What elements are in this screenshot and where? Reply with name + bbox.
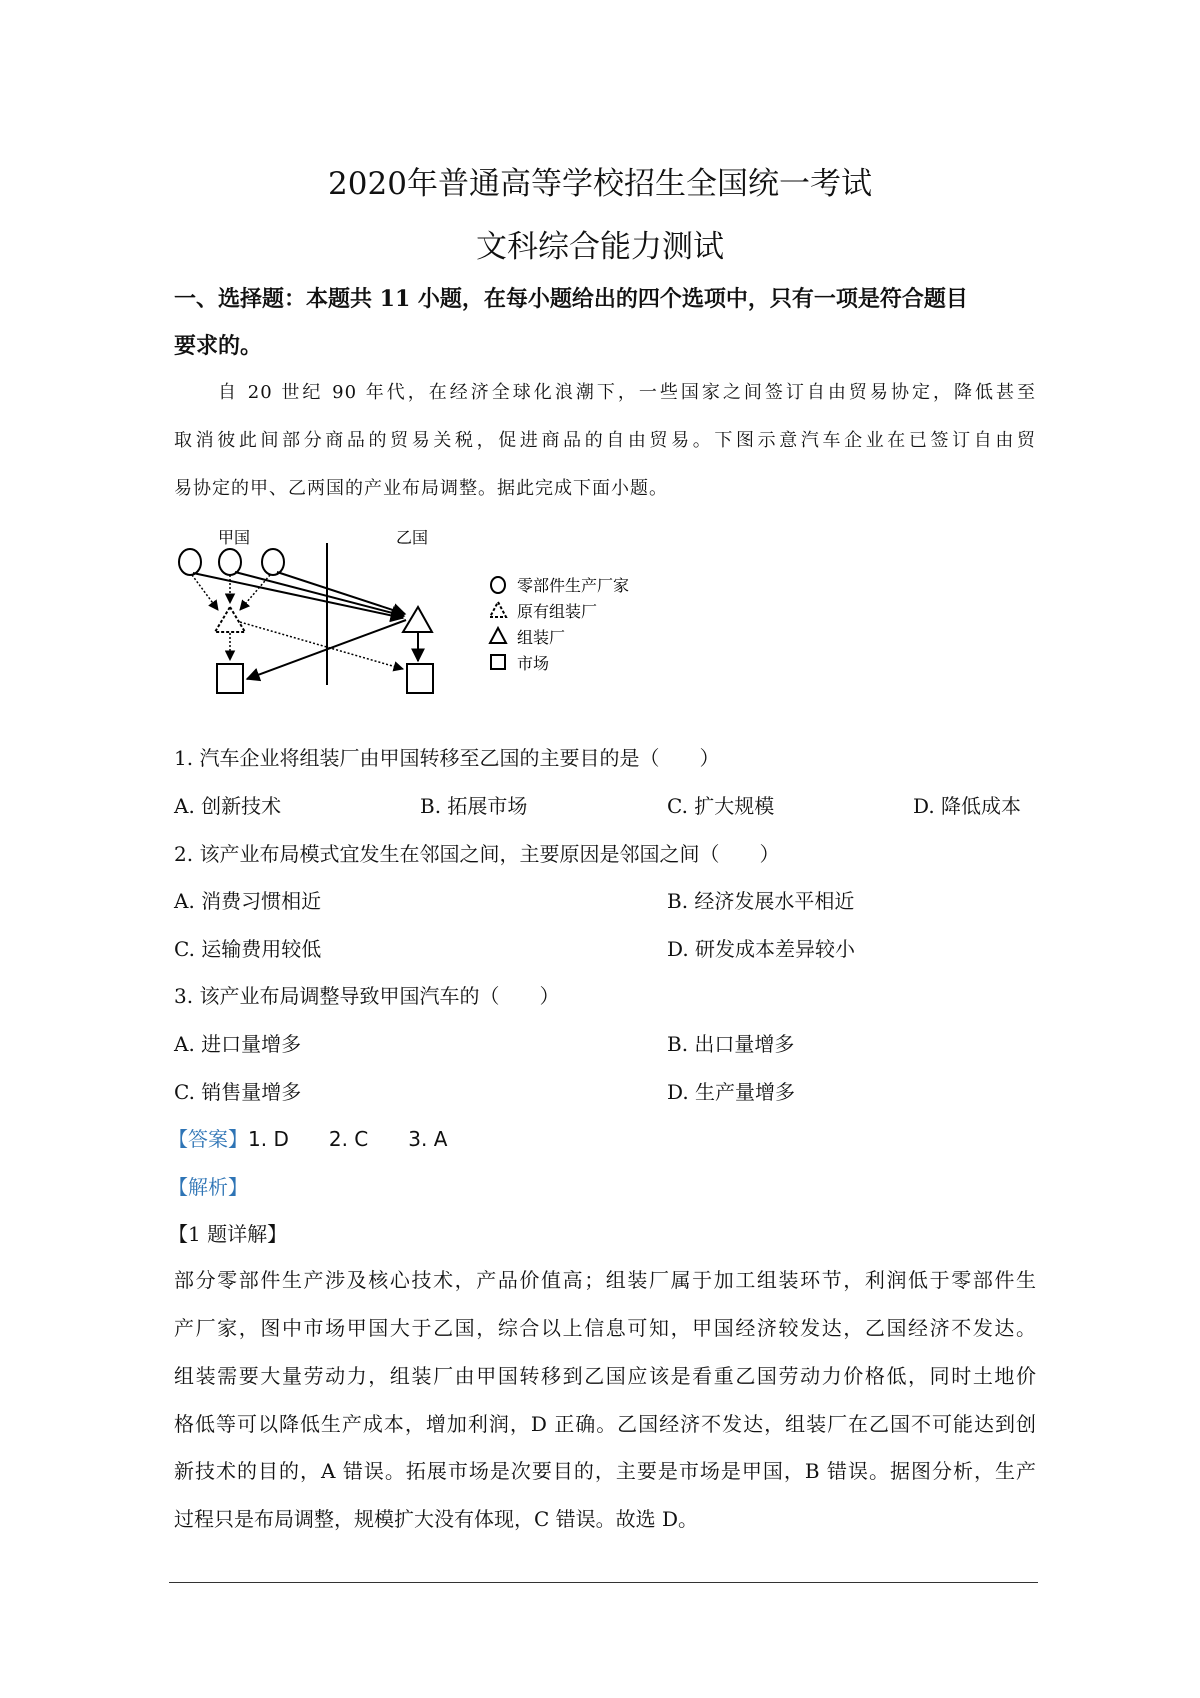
option: D. 降低成本 (913, 794, 1022, 818)
option: B. 出口量增多 (667, 1032, 795, 1056)
option: C. 扩大规模 (667, 794, 775, 818)
passage-line: 自 20 世纪 90 年代，在经济全球化浪潮下，一些国家之间签订自由贸易协定，降低甚至 (218, 382, 1036, 403)
option: D. 研发成本差异较小 (667, 937, 856, 961)
page-title: 2020年普通高等学校招生全国统一考试 (328, 166, 872, 202)
option: A. 消费习惯相近 (174, 889, 322, 913)
option: A. 进口量增多 (174, 1032, 302, 1056)
section-heading: 一、选择题：本题共 11 小题，在每小题给出的四个选项中，只有一项是符合题目 (174, 286, 968, 312)
answer-row (168, 1123, 447, 1152)
option: C. 运输费用较低 (174, 937, 322, 961)
parts-factory-icon (179, 549, 201, 575)
old-assembly-plant-icon (215, 607, 245, 632)
section-heading: 要求的。 (174, 333, 263, 359)
page-subtitle: 文科综合能力测试 (476, 229, 724, 265)
answer-label: 【答案】 (168, 1127, 248, 1151)
answer-1: 1. D (248, 1127, 289, 1151)
question-2-stem: 2. 该产业布局模式宜发生在邻国之间，主要原因是邻国之间（ ） (174, 842, 780, 866)
analysis-label: 【解析】 (168, 1175, 248, 1199)
country-b-label: 乙国 (396, 528, 429, 547)
passage-line: 取消彼此间部分商品的贸易关税，促进商品的自由贸易。下图示意汽车企业在已签订自由贸 (174, 430, 1036, 451)
detail-label: 【1 题详解】 (168, 1222, 288, 1246)
footer-divider (169, 1582, 1038, 1583)
legend-old-assembly-plant: 原有组装厂 (517, 602, 598, 621)
question-1-stem: 1. 汽车企业将组装厂由甲国转移至乙国的主要目的是（ ） (174, 746, 720, 770)
parts-factory-icon (219, 549, 241, 575)
industry-layout-diagram (160, 510, 680, 710)
option: D. 生产量增多 (667, 1080, 796, 1104)
country-a-label: 甲国 (218, 528, 251, 547)
legend-assembly-plant: 组装厂 (517, 628, 566, 647)
market-icon (407, 664, 433, 693)
detail-line: 新技术的目的，A 错误。拓展市场是次要目的，主要是市场是甲国，B 错误。据图分析，生产 (174, 1459, 1036, 1483)
passage-line: 易协定的甲、乙两国的产业布局调整。据此完成下面小题。 (174, 478, 668, 499)
market-icon (217, 664, 243, 693)
detail-line: 部分零部件生产涉及核心技术，产品价值高；组装厂属于加工组装环节，利润低于零部件生 (174, 1268, 1036, 1292)
detail-line: 组装需要大量劳动力，组装厂由甲国转移到乙国应该是看重乙国劳动力价格低，同时土地价 (174, 1364, 1036, 1388)
assembly-plant-icon (403, 607, 432, 632)
question-3-stem: 3. 该产业布局调整导致甲国汽车的（ ） (174, 984, 560, 1008)
option: B. 拓展市场 (420, 794, 528, 818)
option: A. 创新技术 (174, 794, 282, 818)
legend-market: 市场 (517, 654, 550, 673)
detail-line: 产厂家，图中市场甲国大于乙国，综合以上信息可知，甲国经济较发达，乙国经济不发达。 (174, 1316, 1036, 1340)
answer-2: 2. C (328, 1127, 369, 1151)
detail-line: 格低等可以降低生产成本，增加利润，D 正确。乙国经济不发达，组装厂在乙国不可能达到创 (174, 1412, 1036, 1436)
detail-line: 过程只是布局调整，规模扩大没有体现，C 错误。故选 D。 (174, 1507, 699, 1531)
legend-parts-factory: 零部件生产厂家 (517, 576, 630, 595)
answer-3: 3. A (408, 1127, 448, 1151)
option: B. 经济发展水平相近 (667, 889, 855, 913)
option: C. 销售量增多 (174, 1080, 302, 1104)
parts-factory-icon (262, 549, 284, 575)
